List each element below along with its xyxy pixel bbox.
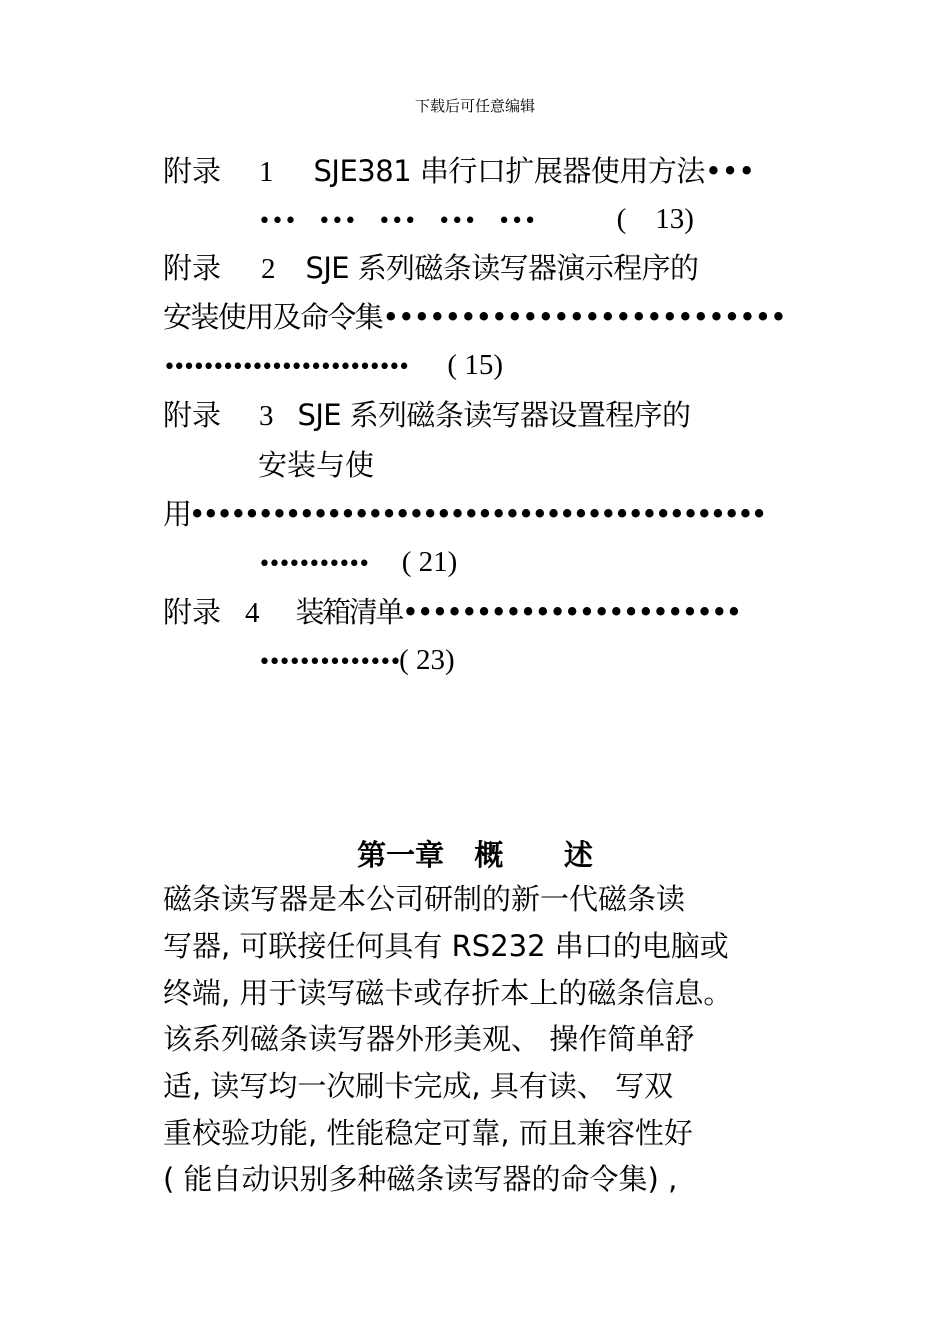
toc-title: SJE381 串行口扩展器使用方法•••: [313, 154, 755, 188]
toc-leader-1: [258, 201, 694, 240]
toc-line: 用••••••••••••••••••••••••••••••••••••••••••: [163, 497, 765, 531]
toc-entry-4[interactable]: [163, 594, 740, 631]
paragraph-line-5: 适, 读写均一次刷卡完成, 具有读、 写双: [163, 1069, 674, 1103]
toc-leader-4: [258, 642, 455, 681]
paragraph-line-1: 磁条读写器是本公司研制的新一代磁条读: [163, 882, 686, 916]
page-header: 下载后可任意编辑: [414, 97, 535, 115]
paragraph-line-6: 重校验功能, 性能稳定可靠, 而且兼容性好: [163, 1116, 693, 1150]
toc-dots: ••••••••••••••: [258, 650, 400, 675]
paragraph-line-4: 该系列磁条读写器外形美观、 操作简单舒: [163, 1022, 695, 1056]
chapter-title: 第一章 概 述: [357, 838, 593, 872]
toc-leader-3: [258, 544, 457, 583]
toc-number: 3: [259, 400, 274, 432]
toc-number: 4: [245, 597, 260, 629]
toc-dots: •••••••••••••••••••••••••: [163, 355, 408, 380]
toc-line: 安装使用及命令集••••••••••••••••••••••••••: [163, 300, 786, 334]
toc-page: ( 15): [447, 349, 503, 381]
toc-title: 装箱清单•••••••••••••••••••••••: [295, 595, 741, 629]
toc-dots: ••• ••• ••• ••• •••: [258, 209, 537, 234]
toc-entry-1[interactable]: [163, 153, 755, 190]
toc-title: SJE 系列磁条读写器演示程序的: [305, 251, 699, 285]
toc-leader-2: [163, 347, 503, 386]
toc-entry-3[interactable]: [163, 397, 690, 434]
toc-number: 1: [259, 156, 274, 188]
toc-entry-2[interactable]: [163, 250, 698, 287]
toc-title: SJE 系列磁条读写器设置程序的: [297, 398, 691, 432]
toc-dots: •••••••••••: [258, 552, 368, 577]
toc-label: 附录: [163, 398, 222, 432]
toc-page: ( 21): [401, 546, 458, 578]
toc-label: 附录: [163, 251, 222, 285]
toc-line: 安装与使: [258, 448, 375, 482]
paragraph-line-7: ( 能自动识别多种磁条读写器的命令集) ,: [163, 1162, 678, 1196]
toc-page: ( 13): [616, 203, 694, 235]
paragraph-line-2: 写器, 可联接任何具有 RS232 串口的电脑或: [163, 929, 729, 963]
toc-page: ( 23): [399, 644, 455, 676]
toc-number: 2: [261, 253, 276, 285]
toc-label: 附录: [163, 595, 222, 629]
paragraph-line-3: 终端, 用于读写磁卡或存折本上的磁条信息。: [163, 976, 733, 1010]
toc-label: 附录: [163, 154, 222, 188]
